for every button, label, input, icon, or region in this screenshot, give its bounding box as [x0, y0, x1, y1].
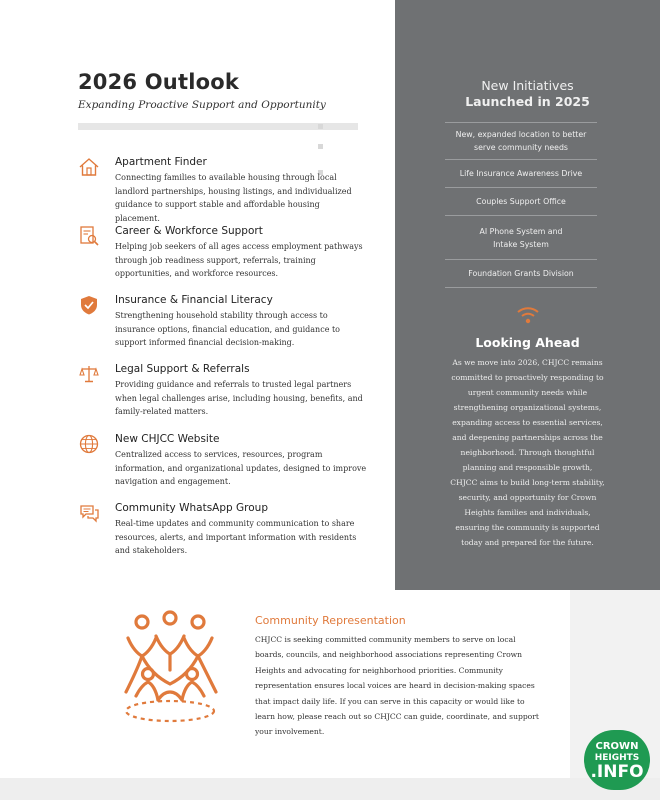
service-title: Community WhatsApp Group — [115, 502, 268, 514]
service-description: Connecting families to available housing through local landlord partnerships, housing listings, and individualized guidance to support stable and affordable housing placement. — [115, 173, 352, 223]
people-circle-icon — [118, 608, 223, 733]
community-title: Community Representation — [255, 614, 406, 627]
looking-ahead-text: As we move into 2026, CHJCC remains committed to proactively responding to urgent community needs while strengthening organizational systems, expanding access to essential services, and deepening partnerships across the neighborhood. Through thoughtful planning and responsible growth, CHJCC aims to build long-term stability, security, and opportunity for Crown Heights families and individuals, ensuring the community is supported today and prepared for the future. — [450, 358, 605, 547]
service-title: Career & Workforce Support — [115, 225, 263, 237]
chat-icon — [78, 502, 100, 524]
service-title: Insurance & Financial Literacy — [115, 294, 273, 306]
shield-check-icon — [78, 294, 100, 316]
looking-ahead-title: Looking Ahead — [475, 335, 580, 350]
initiative-item: AI Phone System and Intake System — [445, 215, 597, 259]
initiative-item: Foundation Grants Division — [445, 259, 597, 287]
globe-icon — [78, 433, 100, 455]
service-title: Apartment Finder — [115, 156, 207, 168]
service-description: Centralized access to services, resources, program information, and organizational updates, designed to improve navigation and engagement. — [115, 450, 367, 487]
service-description: Providing guidance and referrals to trusted legal partners when legal challenges arise, including housing, benefits, and family-related matters. — [115, 380, 363, 417]
logo-line3: .INFO — [590, 762, 644, 782]
initiatives-title — [395, 78, 660, 110]
page-subtitle: Expanding Proactive Support and Opportunity — [78, 99, 326, 111]
service-title: New CHJCC Website — [115, 433, 220, 445]
initiatives-title-line1: New Initiatives — [481, 78, 574, 93]
signal-icon — [515, 306, 541, 326]
initiative-item: New, expanded location to better serve community needs — [445, 122, 597, 159]
crown-heights-logo[interactable] — [584, 730, 650, 790]
logo-line2: HEIGHTS — [594, 753, 640, 763]
logo-line1: CROWN — [595, 741, 639, 752]
initiatives-list — [445, 122, 597, 288]
list-divider — [445, 287, 597, 288]
career-search-icon — [78, 225, 100, 247]
title-divider — [78, 123, 358, 130]
service-description: Real-time updates and community communication to share resources, alerts, and important information with residents and stakeholders. — [115, 519, 357, 556]
service-description: Helping job seekers of all ages access employment pathways through job readiness support, referrals, training opportunities, and workforce resources. — [115, 242, 363, 279]
divider-dot — [318, 124, 323, 129]
service-title: Legal Support & Referrals — [115, 363, 250, 375]
initiative-item: Couples Support Office — [445, 187, 597, 215]
page-title: 2026 Outlook — [78, 70, 240, 94]
divider-dot — [318, 144, 323, 149]
legal-scales-icon — [78, 363, 100, 385]
community-text: CHJCC is seeking committed community members to serve on local boards, councils, and neighborhood associations representing Crown Heights and advocating for neighborhood priorities. Community representation ensures local voices are heard in decision-making spaces that impact daily life. If you can serve in this capacity or would like to learn how, please reach out so CHJCC can guide, coordinate, and support your involvement. — [255, 635, 539, 737]
house-icon — [78, 156, 100, 178]
initiative-item: Life Insurance Awareness Drive — [445, 159, 597, 187]
service-description: Strengthening household stability through access to insurance options, financial education, and guidance to support informed financial decision-making. — [115, 311, 340, 348]
initiatives-title-line2: Launched in 2025 — [465, 94, 590, 109]
bottom-strip — [0, 778, 660, 800]
